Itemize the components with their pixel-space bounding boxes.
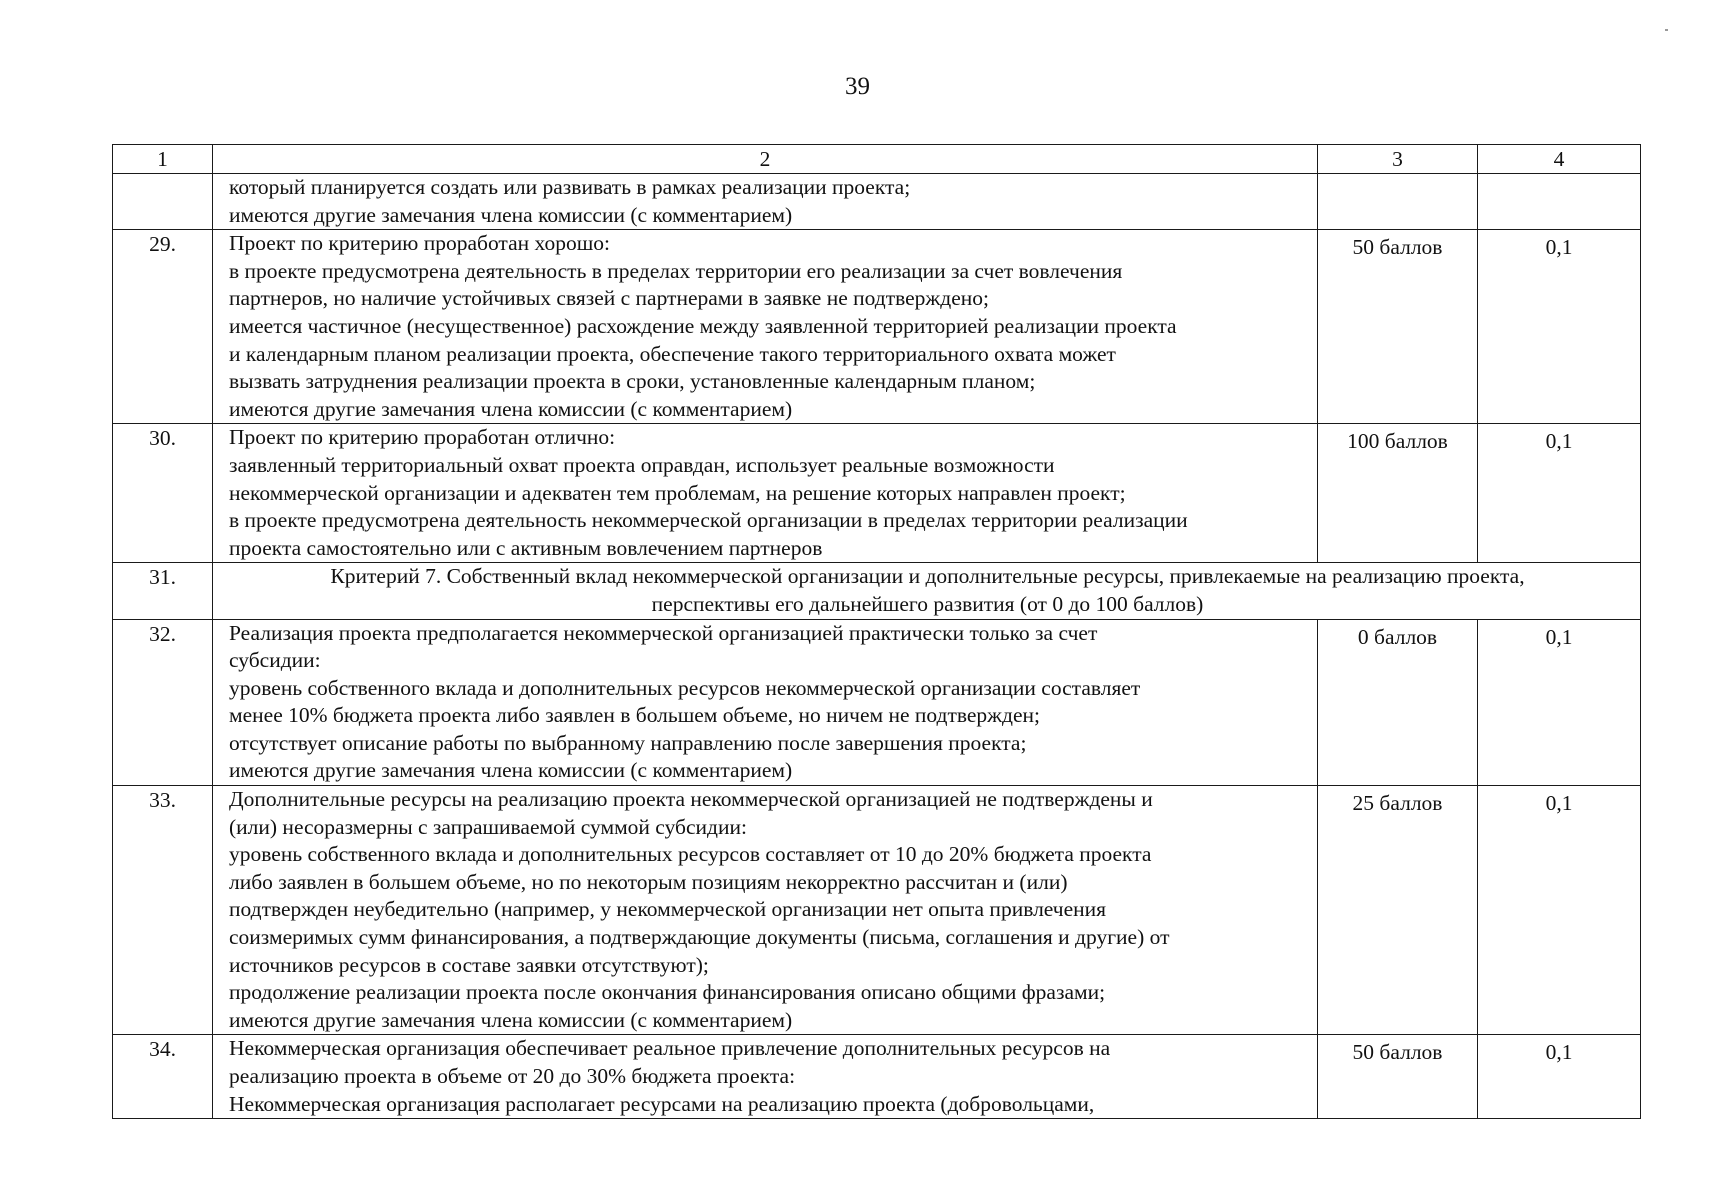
text-line: Дополнительные ресурсы на реализацию проекта некоммерческой организацией не подтверждены и [229,787,1153,812]
table-row [113,1035,1641,1119]
text-line: и календарным планом реализации проекта, обеспечение такого территориального охвата может [229,341,1116,366]
table-row [113,424,1641,563]
row-number: 32. [149,621,176,646]
weight-value: 0,1 [1545,624,1573,649]
score-cell [1318,230,1478,424]
table-row [113,563,1641,619]
row-number-cell [113,230,213,424]
criterion-text-cell [213,786,1318,1035]
text-line: уровень собственного вклада и дополнительных ресурсов составляет от 10 до 20% бюджета проекта [229,842,1152,867]
score-cell [1318,786,1478,1035]
weight-cell [1478,174,1641,230]
scan-speck [1665,29,1668,31]
text-line: в проекте предусмотрена деятельность в пределах территории его реализации за счет вовлечения [229,258,1123,283]
row-number: 30. [149,426,176,451]
row-number-cell [113,1035,213,1119]
row-number-cell [113,424,213,563]
weight-cell [1478,424,1641,563]
text-line: Проект по критерию проработан отлично: [229,425,616,450]
score-value: 25 баллов [1352,791,1443,816]
text-line: субсидии: [229,648,321,673]
criterion-text-cell [213,230,1318,424]
criterion-text [213,786,1317,1034]
text-line: имеются другие замечания члена комиссии (с комментарием) [229,396,793,421]
row-number: 29. [149,232,176,257]
text-line: Некоммерческая организация обеспечивает реальное привлечение дополнительных ресурсов на [229,1036,1111,1061]
header-col-2: 2 [213,145,1318,174]
text-line: реализацию проекта в объеме от 20 до 30% бюджета проекта: [229,1064,796,1088]
text-line: уровень собственного вклада и дополнительных ресурсов некоммерческой организации составляет [229,675,1141,700]
criterion-text [213,174,1317,229]
criterion-text-cell [213,424,1318,563]
score-value: 50 баллов [1352,1040,1443,1065]
score-value: 100 баллов [1347,429,1448,454]
text-line: Реализация проекта предполагается некоммерческой организацией практически только за счет [229,620,1098,645]
text-line: отсутствует описание работы по выбранному направлению после завершения проекта; [229,730,1027,755]
table-header-row [113,145,1641,174]
row-number-cell [113,619,213,786]
weight-cell [1478,619,1641,786]
criterion-text [213,563,1640,618]
text-line: Некоммерческая организация располагает ресурсами на реализацию проекта (добровольцами, [229,1091,1095,1116]
weight-cell [1478,1035,1641,1119]
text-line: Критерий 7. Собственный вклад некоммерческой организации и дополнительные ресурсы, привлекаемые на реализацию проекта, [330,564,1525,589]
criterion-heading-cell [213,563,1641,619]
criterion-text-cell [213,1035,1318,1119]
weight-value [1478,174,1640,178]
text-line: соизмеримых сумм финансирования, а подтверждающие документы (письма, соглашения и другие) от [229,925,1170,950]
text-line: который планируется создать или развивать в рамках реализации проекта; [229,175,911,199]
text-line: партнеров, но наличие устойчивых связей с партнерами в заявке не подтверждено; [229,286,989,311]
page-number: 39 [845,73,870,100]
score-value: 0 баллов [1357,624,1438,649]
table-row [113,619,1641,786]
text-line: либо заявлен в большем объеме, но по некоторым позициям некорректно рассчитан и (или) [229,869,1068,894]
score-cell [1318,1035,1478,1119]
text-line: имеется частичное (несущественное) расхождение между заявленной территорией реализации проекта [229,313,1177,338]
weight-value: 0,1 [1545,1040,1573,1065]
text-line: Проект по критерию проработан хорошо: [229,231,610,256]
text-line: вызвать затруднения реализации проекта в сроки, установленные календарным планом; [229,369,1036,394]
text-line: продолжение реализации проекта после окончания финансирования описано общими фразами; [229,980,1106,1005]
header-col-3: 3 [1318,145,1478,174]
weight-value: 0,1 [1545,791,1573,816]
table-row [113,786,1641,1035]
text-line: проекта самостоятельно или с активным вовлечением партнеров [229,535,823,560]
score-cell [1318,424,1478,563]
score-value: 50 баллов [1352,235,1443,260]
table-row [113,174,1641,230]
text-line: некоммерческой организации и адекватен тем проблемам, на решение которых направлен проект; [229,480,1126,505]
text-line: имеются другие замечания члена комиссии (с комментарием) [229,758,793,783]
row-number: 33. [149,788,176,813]
header-col-4: 4 [1478,145,1641,174]
weight-value: 0,1 [1545,235,1573,260]
text-line: имеются другие замечания члена комиссии (с комментарием) [229,1007,793,1032]
text-line: перспективы его дальнейшего развития (от 0 до 100 баллов) [651,591,1204,616]
row-number: 34. [149,1037,176,1062]
score-cell [1318,174,1478,230]
weight-cell [1478,786,1641,1035]
text-line: в проекте предусмотрена деятельность некоммерческой организации в пределах территории реализации [229,508,1188,533]
score-cell [1318,619,1478,786]
criterion-text-cell [213,174,1318,230]
row-number-cell [113,174,213,230]
row-number-cell [113,563,213,619]
table-row [113,230,1641,424]
text-line: (или) несоразмерны с запрашиваемой суммой субсидии: [229,814,747,839]
weight-cell [1478,230,1641,424]
criteria-table-body [113,145,1641,1119]
row-number [113,174,212,175]
criterion-text [213,424,1317,562]
criterion-text [213,620,1317,786]
weight-value: 0,1 [1545,429,1573,454]
criterion-text [213,1035,1317,1118]
row-number: 31. [149,565,176,590]
text-line: заявленный территориальный охват проекта оправдан, использует реальные возможности [229,452,1055,477]
criterion-text-cell [213,619,1318,786]
text-line: источников ресурсов в составе заявки отсутствуют); [229,952,709,977]
text-line: имеются другие замечания члена комиссии (с комментарием) [229,202,793,227]
criteria-table [112,144,1641,1119]
text-line: подтвержден неубедительно (например, у некоммерческой организации нет опыта привлечения [229,897,1107,922]
text-line: менее 10% бюджета проекта либо заявлен в большем объеме, но ничем не подтвержден; [229,703,1040,728]
criterion-text [213,230,1317,423]
score-value [1318,174,1477,178]
header-col-1: 1 [113,145,213,174]
row-number-cell [113,786,213,1035]
